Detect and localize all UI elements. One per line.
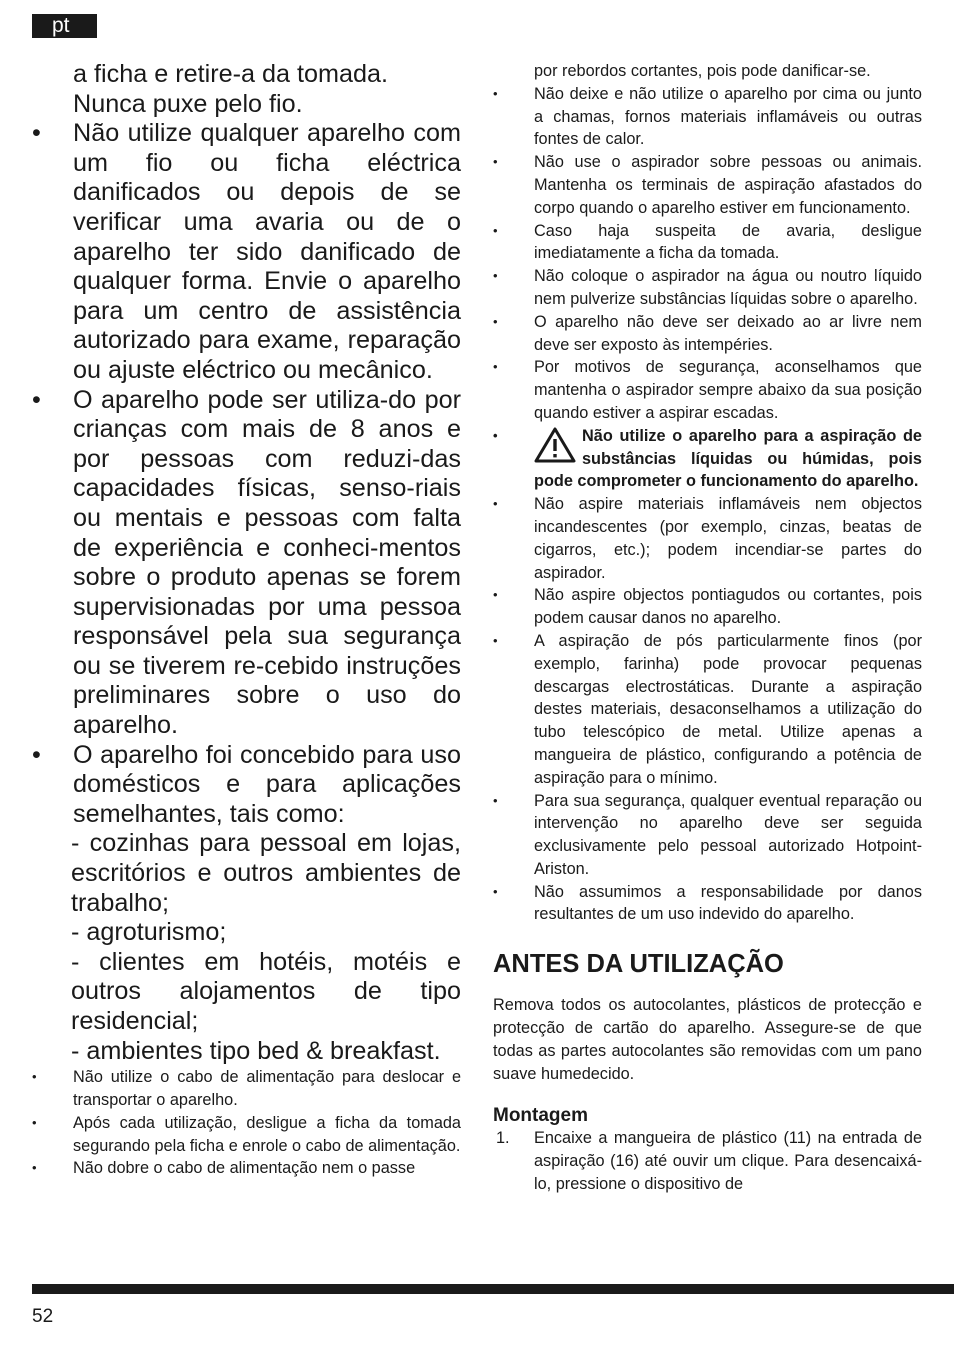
list-item-text: Após cada utilização, desligue a ficha da tomada segurando pela ficha e enrole o cabo de alimentação.	[73, 1113, 461, 1155]
list-item-text: Não aspire objectos pontiagudos ou cortantes, pois podem causar danos no aparelho.	[534, 586, 922, 628]
list-item	[493, 265, 922, 311]
bullet: •	[493, 883, 498, 899]
list-item	[32, 1112, 461, 1158]
page-number: 52	[32, 1306, 54, 1327]
bullet: •	[493, 792, 498, 808]
section-paragraph: Remova todos os autocolantes, plásticos de protecção e protecção de cartão do aparelho. Assegure-se de que todas as partes autocolantes são removidas com um pano suave humedecido.	[493, 996, 922, 1083]
text-line: Nunca puxe pelo fio.	[73, 89, 303, 118]
warning-text: Não utilize o aparelho para a aspiração de substâncias líquidas ou húmidas, pois pode comprometer o funcionamento do aparelho.	[534, 426, 922, 491]
list-item	[493, 83, 922, 151]
continued-text: por rebordos cortantes, pois pode danificar-se.	[534, 62, 871, 80]
list-item-text: Não utilize qualquer aparelho com um fio ou ficha eléctrica danificados ou depois de se verificar uma avaria ou de o aparelho ter sido danificado de qualquer forma. Envie o aparelho para um centro de assistência autorizado para exame, reparação ou ajuste eléctrico ou mecânico.	[73, 119, 461, 384]
sub-list	[32, 829, 461, 1066]
list-item	[493, 790, 922, 881]
list-item	[32, 386, 461, 741]
bullet: •	[32, 740, 41, 769]
bullet: •	[32, 1160, 37, 1176]
bullet: •	[32, 1069, 37, 1085]
list-item-text: Por motivos de segurança, aconselhamos que mantenha o aspirador sempre abaixo da sua posição quando estiver a aspirar escadas.	[534, 358, 922, 422]
step-number: 1.	[496, 1129, 510, 1148]
continued-text	[32, 60, 461, 119]
bullet: •	[493, 222, 498, 238]
list-item	[32, 119, 461, 385]
list-item-text: A aspiração de pós particularmente finos (por exemplo, farinha) pode provocar pequenas descargas electrostáticas. Durante a aspiração destes materiais, desaconselhamos a utilização do tubo telescópico de metal. Utilize apenas a mangueira de plástico, configurando a potência de aspiração para o mínimo.	[534, 631, 922, 787]
bullet: •	[493, 587, 498, 603]
list-item-text: Não use o aspirador sobre pessoas ou animais. Mantenha os terminais de aspiração afastados do corpo quando o aparelho estiver em funcionamento.	[534, 153, 922, 217]
sub-item: - ambientes tipo bed & breakfast.	[71, 1036, 441, 1065]
warning-triangle-icon	[534, 427, 576, 463]
list-item	[493, 630, 922, 790]
bullet: •	[493, 427, 498, 443]
list-item	[493, 356, 922, 424]
bullet: •	[493, 85, 498, 101]
sub-item: - cozinhas para pessoal em lojas, escritórios e outros ambientes de trabalho;	[71, 829, 461, 917]
footer-rule	[32, 1284, 954, 1294]
list-item	[493, 151, 922, 219]
language-tab: pt	[32, 14, 97, 38]
list-item	[493, 881, 922, 927]
warning-item	[493, 425, 922, 493]
list-item	[493, 493, 922, 584]
right-column	[493, 60, 922, 1196]
bullet: •	[493, 632, 498, 648]
section-title: ANTES DA UTILIZAÇÃO	[493, 950, 784, 979]
text-line: a ficha e retire-a da tomada.	[73, 60, 389, 88]
subheading: Montagem	[493, 1105, 588, 1127]
list-item-text: Não deixe e não utilize o aparelho por cima ou junto a chamas, fornos materiais inflamáveis ou outras fontes de calor.	[534, 84, 922, 149]
list-item-text: Não assumimos a responsabilidade por danos resultantes de um uso indevido do aparelho.	[534, 882, 922, 924]
list-item-text: Não aspire materiais inflamáveis nem objectos incandescentes (por exemplo, cinzas, beatas de cigarros, etc.); podem incendiar-se partes do aspirador.	[534, 495, 922, 582]
list-item-text: Não utilize o cabo de alimentação para deslocar e transportar o aparelho.	[73, 1068, 461, 1109]
numbered-step	[493, 1127, 922, 1195]
left-column	[32, 60, 461, 1180]
list-item-text: Para sua segurança, qualquer eventual reparação ou intervenção no aparelho deve ser seguida exclusivamente pelo pessoal autorizado Hotpoint-Ariston.	[534, 791, 922, 878]
list-item-text: Caso haja suspeita de avaria, desligue imediatamente a ficha da tomada.	[534, 221, 922, 263]
list-item	[32, 1066, 461, 1112]
list-item	[32, 741, 461, 830]
bullet: •	[493, 313, 498, 329]
list-item	[493, 311, 922, 357]
list-item-text: O aparelho não deve ser deixado ao ar livre nem deve ser exposto às intempéries.	[534, 312, 922, 354]
list-item	[32, 1157, 461, 1180]
step-text: Encaixe a mangueira de plástico (11) na entrada de aspiração (16) até ouvir um clique. Para desencaixá-lo, pressione o dispositivo de	[534, 1129, 922, 1194]
bullet: •	[32, 385, 41, 414]
bullet: •	[493, 268, 498, 284]
sub-item: - clientes em hotéis, motéis e outros alojamentos de tipo residencial;	[71, 947, 461, 1035]
bullet: •	[32, 1114, 37, 1130]
list-item-text: O aparelho foi concebido para uso domésticos e para aplicações semelhantes, tais como:	[73, 740, 461, 828]
list-item-text: Não coloque o aspirador na água ou noutro líquido nem pulverize substâncias líquidas sobre o aparelho.	[534, 267, 922, 308]
list-item-text: Não dobre o cabo de alimentação nem o passe	[73, 1159, 416, 1178]
sub-item: - agroturismo;	[71, 918, 227, 947]
bullet: •	[493, 496, 498, 512]
bullet: •	[32, 119, 41, 148]
list-item-text: O aparelho pode ser utiliza-do por crianças com mais de 8 anos e por pessoas com reduzi-das capacidades físicas, senso-riais ou mentais e pessoas com falta de experiência e conheci-mentos sobre o produto apenas se forem supervisionadas por uma pessoa responsável pela sua segurança ou se tiverem re-cebido instruções preliminares sobre o uso do aparelho.	[73, 385, 461, 740]
bullet: •	[493, 154, 498, 170]
list-item	[493, 584, 922, 630]
list-item	[493, 220, 922, 266]
bullet: •	[493, 359, 498, 375]
